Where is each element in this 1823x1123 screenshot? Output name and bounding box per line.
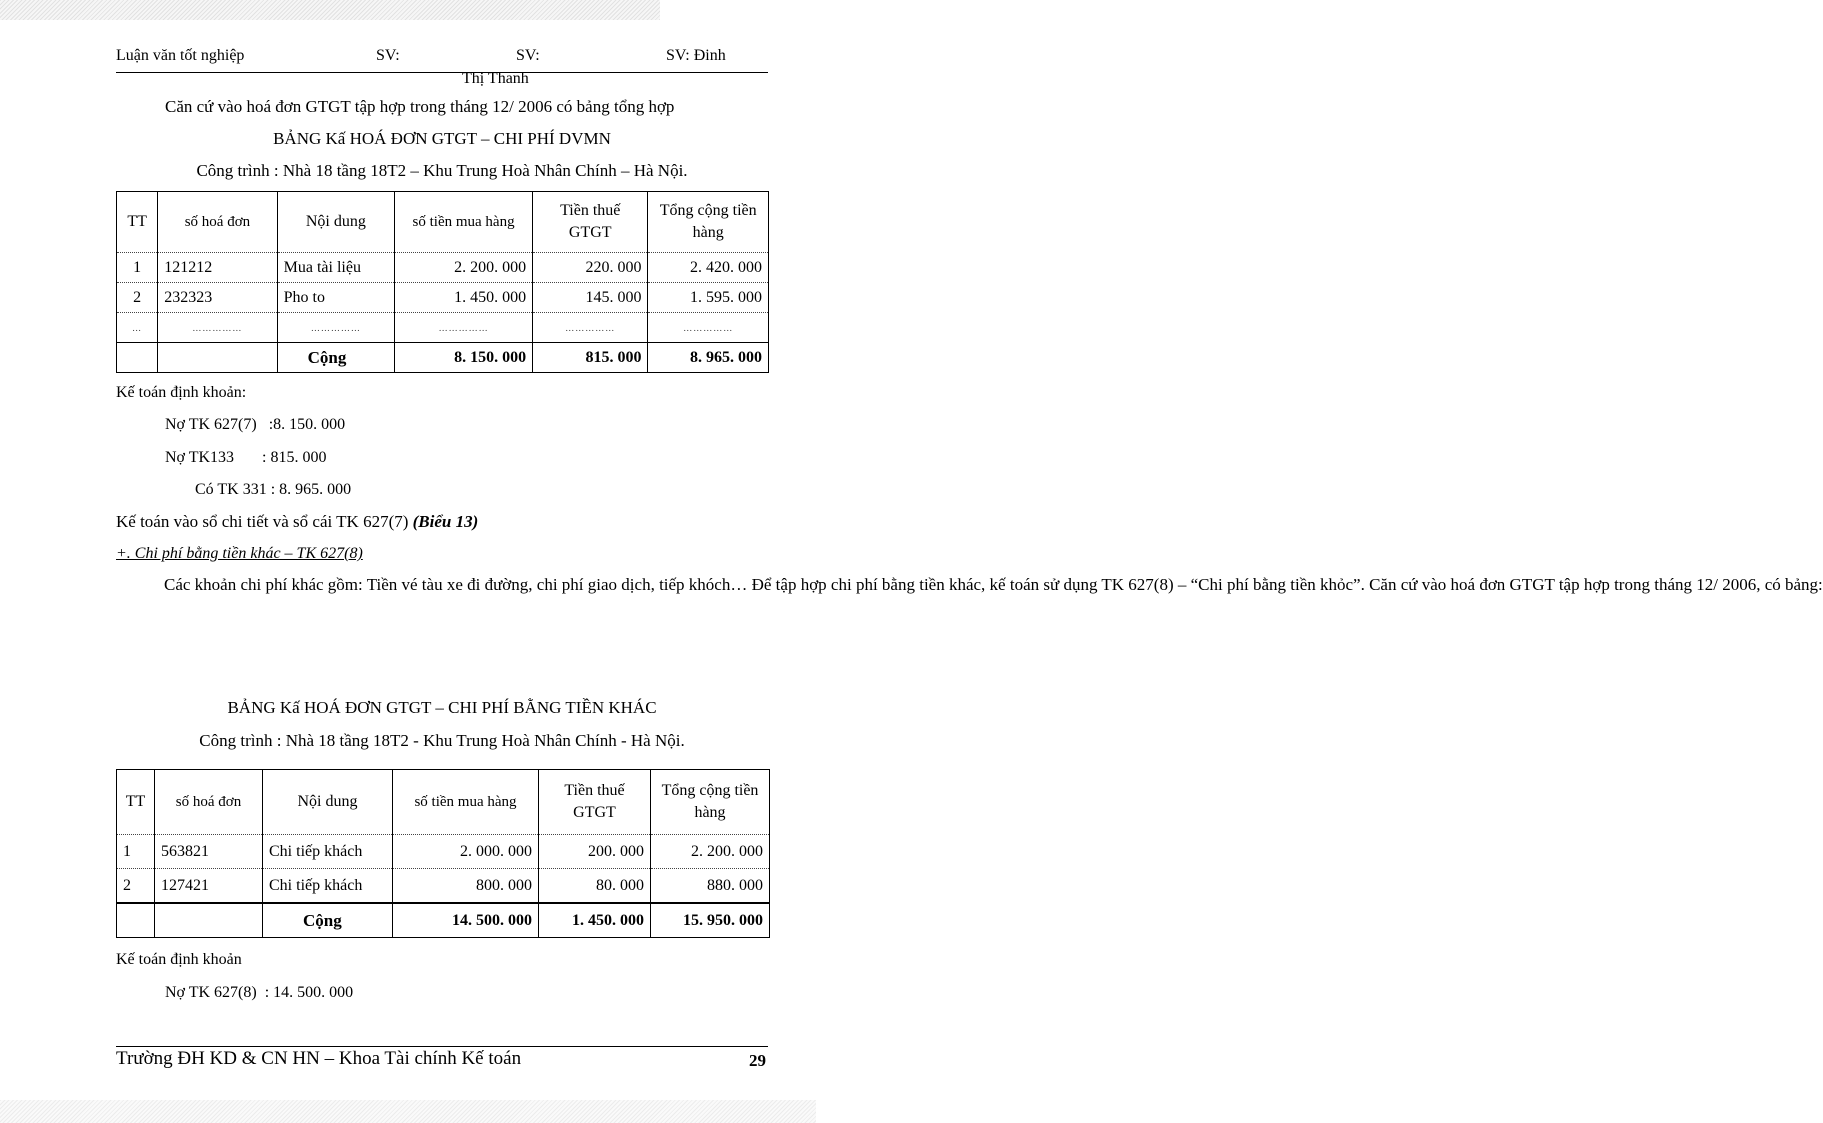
table2 bbox=[116, 769, 770, 938]
header-left: Luận văn tốt nghiệp bbox=[116, 47, 245, 64]
entry2-line: Nợ TK 627(8) : 14. 500. 000 bbox=[165, 984, 354, 1001]
entry2-heading: Kế toán định khoản bbox=[116, 951, 242, 968]
footer-rule bbox=[116, 1046, 768, 1047]
table1-subtitle: Công trình : Nhà 18 tầng 18T2 – Khu Trung Hoà Nhân Chính – Hà Nội. bbox=[196, 161, 688, 180]
table2-header-cell: số tiền mua hàng bbox=[393, 770, 539, 835]
table-row bbox=[117, 253, 769, 283]
table-cell bbox=[117, 903, 155, 938]
entry1-line: Nợ TK 627(7) :8. 150. 000 bbox=[165, 416, 346, 433]
table-cell: 8. 965. 000 bbox=[648, 343, 769, 373]
cost-paragraph-text: Các khoản chi phí khác gồm: Tiền vé tàu xe đi đường, chi phí giao dịch, tiếp khóch… Để tập hợp chi phí bằng tiền khác, kế toán sử dụng TK 627(8) – “Chi phí bằng tiền khỏc”. Căn cứ vào hoá đơn GTGT tập hợp trong tháng 12/ 2006, có bảng: bbox=[164, 575, 1823, 594]
table2-header-row bbox=[117, 770, 770, 835]
table-cell: 145. 000 bbox=[533, 283, 648, 313]
table-cell: 800. 000 bbox=[393, 869, 539, 904]
table-cell: 2. 200. 000 bbox=[651, 835, 770, 869]
ledger-ref: (Biểu 13) bbox=[412, 512, 479, 531]
table-cell: 127421 bbox=[155, 869, 263, 904]
table1-title: BẢNG Kấ HOÁ ĐƠN GTGT – CHI PHÍ DVMN bbox=[273, 129, 611, 148]
table-cell: 15. 950. 000 bbox=[651, 903, 770, 938]
table-row bbox=[117, 869, 770, 904]
table-cell: …………… bbox=[395, 313, 533, 343]
table-cell: 121212 bbox=[158, 253, 277, 283]
table1-header-row bbox=[117, 192, 769, 253]
table2-total-row bbox=[117, 903, 770, 938]
table1-total-row bbox=[117, 343, 769, 373]
table-cell: 880. 000 bbox=[651, 869, 770, 904]
table-cell: 232323 bbox=[158, 283, 277, 313]
table-cell: 200. 000 bbox=[539, 835, 651, 869]
table2-header-cell: Nội dung bbox=[263, 770, 393, 835]
table2-header-cell: Tổng cộng tiền hàng bbox=[651, 770, 770, 835]
header-sv-2: SV: bbox=[516, 47, 540, 64]
table-cell: 2 bbox=[117, 869, 155, 904]
table-cell: …………… bbox=[158, 313, 277, 343]
table2-header-cell: số hoá đơn bbox=[155, 770, 263, 835]
intro-paragraph: Căn cứ vào hoá đơn GTGT tập hợp trong tháng 12/ 2006 có bảng tổng hợp bbox=[165, 97, 675, 116]
cost-paragraph bbox=[116, 569, 1823, 601]
table-cell: 1. 450. 000 bbox=[539, 903, 651, 938]
header-sv-1: SV: bbox=[376, 47, 400, 64]
table-cell: 2. 420. 000 bbox=[648, 253, 769, 283]
table-cell: …………… bbox=[277, 313, 394, 343]
table-cell bbox=[158, 343, 277, 373]
entry1-line: Có TK 331 : 8. 965. 000 bbox=[195, 481, 352, 498]
table-cell: 815. 000 bbox=[533, 343, 648, 373]
table-cell: 1 bbox=[117, 835, 155, 869]
table-cell: Pho to bbox=[277, 283, 394, 313]
table-cell: 80. 000 bbox=[539, 869, 651, 904]
footer-text: Trường ĐH KD & CN HN – Khoa Tài chính Kế toán bbox=[116, 1048, 522, 1069]
table-cell: 8. 150. 000 bbox=[395, 343, 533, 373]
table-cell: 1. 595. 000 bbox=[648, 283, 769, 313]
table-cell: 563821 bbox=[155, 835, 263, 869]
table-cell: 2. 000. 000 bbox=[393, 835, 539, 869]
table-cell: Chi tiếp khách bbox=[263, 869, 393, 904]
table-cell: Cộng bbox=[263, 903, 393, 938]
table-cell: 2 bbox=[117, 283, 158, 313]
table1 bbox=[116, 191, 769, 373]
table1-header-cell: Tiền thuế GTGT bbox=[533, 192, 648, 253]
table-cell: Chi tiếp khách bbox=[263, 835, 393, 869]
table-row bbox=[117, 283, 769, 313]
table-cell: 1. 450. 000 bbox=[395, 283, 533, 313]
table1-header-cell: TT bbox=[117, 192, 158, 253]
table1-header-cell: Nội dung bbox=[277, 192, 394, 253]
table1-header-cell: Tổng cộng tiền hàng bbox=[648, 192, 769, 253]
table-cell: Cộng bbox=[277, 343, 394, 373]
header-name-continuation: Thị Thanh bbox=[462, 70, 529, 87]
ledger-note bbox=[116, 512, 478, 532]
table2-subtitle: Công trình : Nhà 18 tầng 18T2 - Khu Trung Hoà Nhân Chính - Hà Nội. bbox=[199, 731, 685, 750]
table2-header-cell: Tiền thuế GTGT bbox=[539, 770, 651, 835]
table-cell: Mua tài liệu bbox=[277, 253, 394, 283]
table2-header-cell: TT bbox=[117, 770, 155, 835]
table-cell: …………… bbox=[533, 313, 648, 343]
table-cell: 220. 000 bbox=[533, 253, 648, 283]
table-cell: …………… bbox=[648, 313, 769, 343]
ledger-text: Kế toán vào sổ chi tiết và sổ cái TK 627(7) bbox=[116, 512, 409, 531]
table-row bbox=[117, 835, 770, 869]
table-cell: 2. 200. 000 bbox=[395, 253, 533, 283]
scan-strip-top bbox=[0, 0, 660, 20]
section-title: +. Chi phí bằng tiền khác – TK 627(8) bbox=[116, 545, 363, 562]
table-cell: … bbox=[117, 313, 158, 343]
header-sv-3: SV: Đinh bbox=[666, 47, 726, 64]
header-rule bbox=[116, 72, 768, 73]
table-cell bbox=[155, 903, 263, 938]
entry1-heading: Kế toán định khoản: bbox=[116, 384, 247, 401]
table1-header-cell: số hoá đơn bbox=[158, 192, 277, 253]
page-number: 29 bbox=[749, 1051, 766, 1070]
entry1-line: Nợ TK133 : 815. 000 bbox=[165, 449, 327, 466]
table-cell: 1 bbox=[117, 253, 158, 283]
scan-strip-bottom bbox=[0, 1100, 816, 1123]
table-cell bbox=[117, 343, 158, 373]
table2-title: BẢNG Kấ HOÁ ĐƠN GTGT – CHI PHÍ BẰNG TIỀN KHÁC bbox=[227, 698, 657, 717]
table1-header-cell: số tiền mua hàng bbox=[395, 192, 533, 253]
table-cell: 14. 500. 000 bbox=[393, 903, 539, 938]
table-row bbox=[117, 313, 769, 343]
